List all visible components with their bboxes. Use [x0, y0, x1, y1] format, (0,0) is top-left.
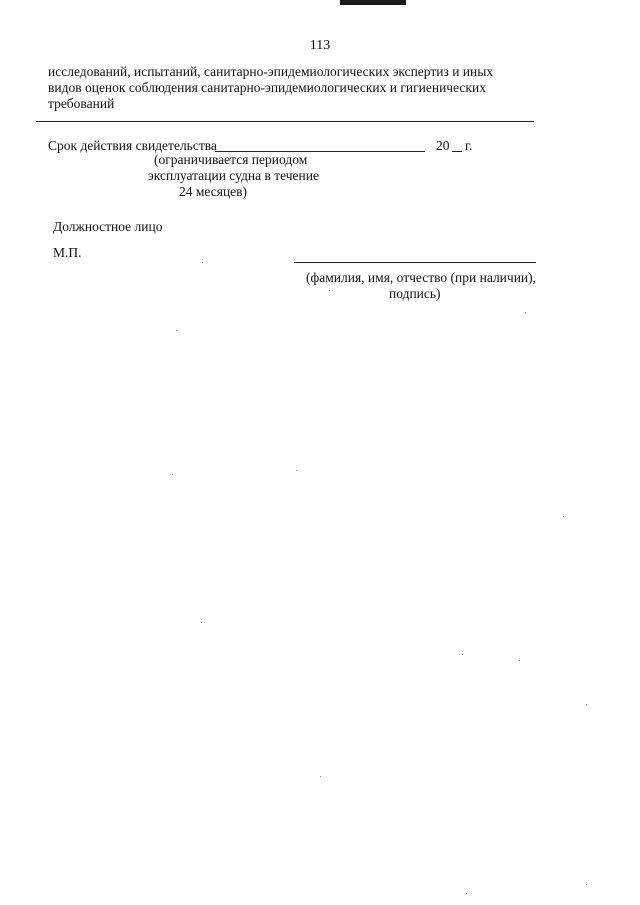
stamp-label: М.П.	[53, 245, 82, 260]
scan-speck	[202, 262, 203, 263]
scan-edge-mark	[340, 0, 406, 5]
validity-year-prefix: 20	[436, 138, 450, 153]
scan-speck	[176, 330, 177, 331]
signature-line	[294, 262, 536, 263]
requirements-text-line-2: видов оценок соблюдения санитарно-эпидемиологических и гигиенических	[48, 80, 486, 95]
scan-speck	[466, 893, 467, 894]
scan-speck	[201, 622, 202, 623]
section-separator-line	[36, 121, 534, 122]
validity-note-line-1: (ограничивается периодом	[154, 152, 308, 167]
signature-caption-line-2: подпись)	[389, 286, 441, 301]
scan-speck	[329, 290, 330, 291]
scan-speck	[586, 884, 587, 885]
scan-speck	[519, 660, 520, 661]
validity-year-suffix: г.	[465, 138, 473, 153]
validity-note-line-3: 24 месяцев)	[179, 184, 248, 199]
official-label: Должностное лицо	[53, 219, 163, 234]
signature-caption-line-1: (фамилия, имя, отчество (при наличии),	[306, 270, 537, 285]
scan-speck	[525, 312, 526, 313]
requirements-text-line-3: требований	[48, 96, 115, 111]
scan-speck	[586, 704, 587, 705]
validity-year-blank	[452, 151, 462, 152]
validity-label: Срок действия свидетельства	[48, 138, 217, 153]
page-number: 113	[309, 38, 331, 53]
scan-speck	[296, 470, 297, 471]
scan-speck	[563, 516, 564, 517]
scan-speck	[172, 474, 173, 475]
scan-speck	[320, 776, 321, 777]
requirements-text-line-1: исследований, испытаний, санитарно-эпидемиологических экспертиз и иных	[48, 64, 494, 79]
scan-speck	[462, 654, 463, 655]
validity-note-line-2: эксплуатации судна в течение	[148, 168, 319, 183]
